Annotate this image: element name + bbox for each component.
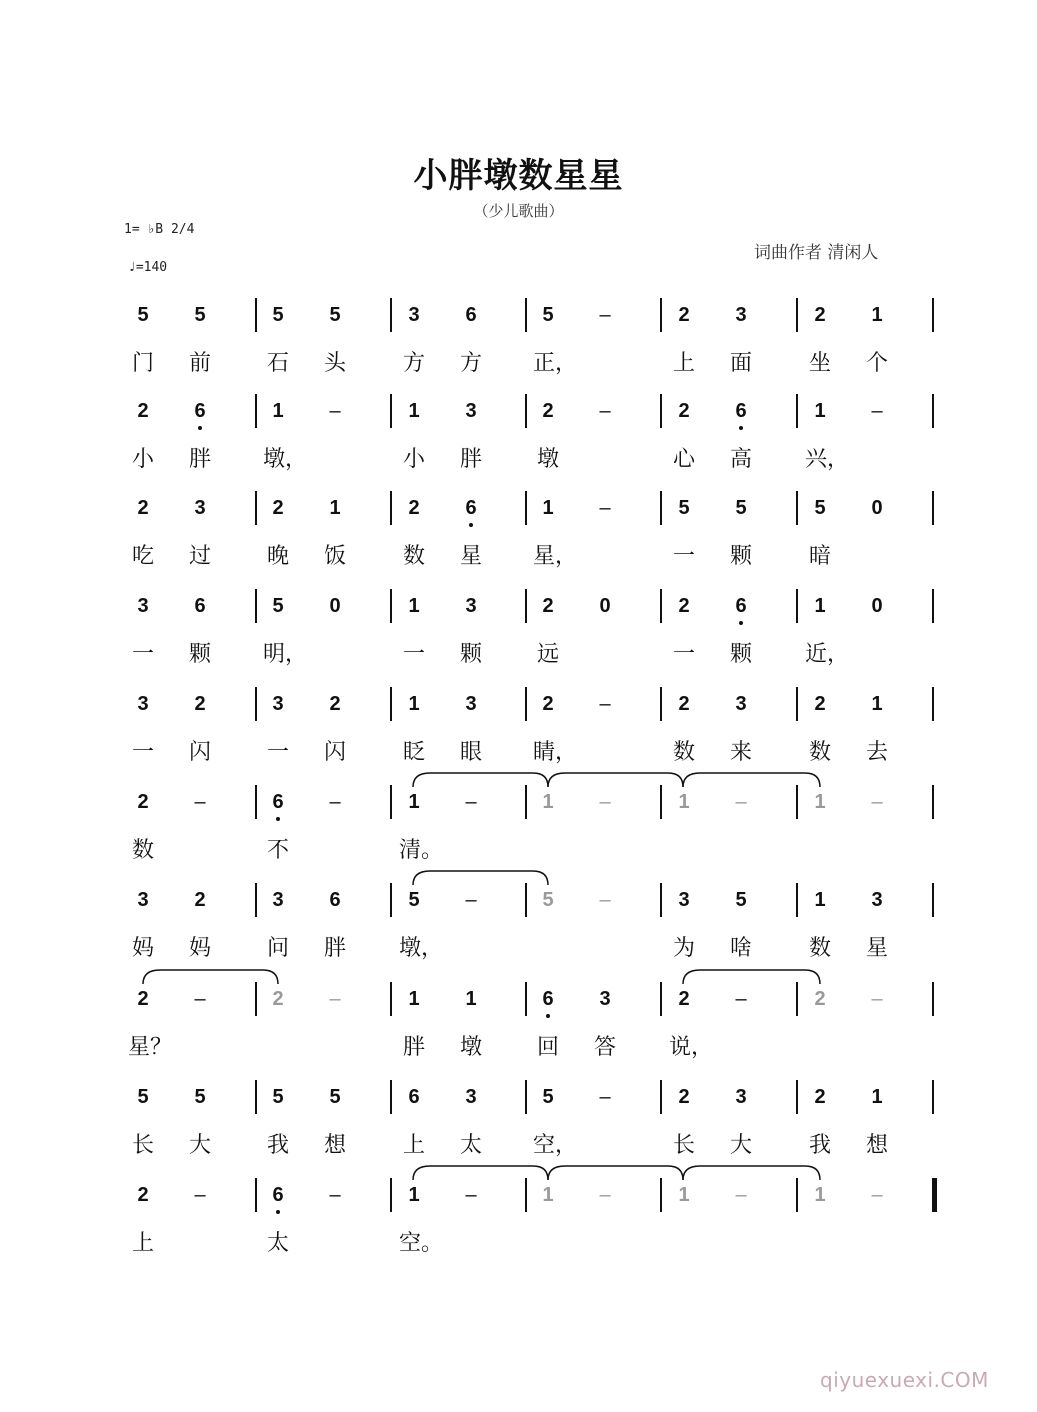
lyric: 星 [459, 544, 482, 569]
note-dash: – [194, 1184, 206, 1206]
author-credit: 词曲作者 清闲人 [754, 243, 879, 263]
note: 1 [408, 693, 420, 715]
note: 6 [408, 1086, 420, 1108]
lyric: 闪 [323, 740, 346, 765]
lyric: 胖 [188, 447, 211, 472]
note: 2 [408, 497, 420, 519]
note: 0 [871, 595, 883, 617]
note-dash: – [735, 791, 747, 813]
lyric: 长 [131, 1133, 154, 1158]
lyric: 一 [672, 544, 695, 569]
note: 3 [465, 693, 477, 715]
lower-octave-dot [276, 817, 280, 821]
note: 1 [814, 889, 826, 911]
note: 3 [735, 1086, 747, 1108]
barline [390, 785, 392, 819]
note: 6 [185, 400, 215, 423]
lyric: 墩 [459, 1035, 482, 1060]
lyric: 去 [865, 740, 888, 765]
lyric: 长 [672, 1133, 695, 1158]
note: 1 [814, 595, 826, 617]
note: 2 [542, 400, 554, 422]
lyric: 门 [131, 351, 154, 376]
lyric: 数 [808, 936, 831, 961]
note: 1 [542, 497, 554, 519]
note: 2 [137, 791, 149, 813]
note: 3 [735, 693, 747, 715]
barline [390, 589, 392, 623]
note-dash: – [871, 988, 883, 1010]
note: 3 [599, 988, 611, 1010]
barline [796, 982, 798, 1016]
note: 2 [329, 693, 341, 715]
note-dash: – [599, 791, 611, 813]
note: 6 [263, 1184, 293, 1207]
note: 2 [814, 988, 826, 1010]
note: 3 [871, 889, 883, 911]
note: 1 [871, 1086, 883, 1108]
barline [525, 589, 527, 623]
barline [932, 687, 934, 721]
site-watermark: qiyuexuexi.COM [820, 1368, 989, 1392]
note: 1 [678, 791, 690, 813]
lyric: 大 [729, 1133, 752, 1158]
lyric: 一 [402, 642, 425, 667]
note: 1 [542, 791, 554, 813]
lower-octave-dot [276, 1210, 280, 1214]
barline [390, 687, 392, 721]
note: 2 [272, 497, 284, 519]
note: 5 [194, 1086, 206, 1108]
note-dash: – [194, 791, 206, 813]
lyric: 小 [402, 447, 425, 472]
note-dash: – [329, 988, 341, 1010]
lyric: 一 [266, 740, 289, 765]
barline [796, 298, 798, 332]
lower-octave-dot [739, 621, 743, 625]
lower-octave-dot [739, 426, 743, 430]
note: 6 [726, 400, 756, 423]
lyric: 睛， [533, 740, 578, 765]
lyric: 明， [263, 642, 308, 667]
barline [796, 491, 798, 525]
lower-octave-dot [546, 1014, 550, 1018]
barline [390, 1080, 392, 1114]
note-dash: – [599, 1184, 611, 1206]
note: 3 [137, 693, 149, 715]
barline [660, 589, 662, 623]
note: 2 [137, 1184, 149, 1206]
note: 1 [408, 791, 420, 813]
lyric: 面 [729, 351, 752, 376]
lyric: 来 [729, 740, 752, 765]
lyric: 颗 [729, 544, 752, 569]
note-dash: – [599, 400, 611, 422]
barline [660, 883, 662, 917]
note: 3 [465, 595, 477, 617]
note-dash: – [329, 791, 341, 813]
lyric: 大 [188, 1133, 211, 1158]
lyric: 头 [323, 351, 346, 376]
lyric: 暗 [808, 544, 831, 569]
barline [525, 1178, 527, 1212]
note: 5 [272, 304, 284, 326]
note: 2 [137, 497, 149, 519]
note: 5 [542, 1086, 554, 1108]
lyric: 颗 [188, 642, 211, 667]
lyric: 远 [536, 642, 559, 667]
note: 1 [408, 1184, 420, 1206]
barline [932, 589, 934, 623]
tie [683, 773, 820, 787]
note: 6 [533, 988, 563, 1011]
note-dash: – [599, 693, 611, 715]
barline [390, 298, 392, 332]
barline [390, 883, 392, 917]
lyric: 正， [533, 351, 578, 376]
note: 2 [678, 304, 690, 326]
lyric: 妈 [131, 936, 154, 961]
note: 2 [678, 595, 690, 617]
lyric: 星？ [128, 1035, 173, 1060]
barline [525, 491, 527, 525]
note: 3 [272, 889, 284, 911]
lyric: 想 [323, 1133, 346, 1158]
note: 3 [678, 889, 690, 911]
note: 5 [678, 497, 690, 519]
lyric: 墩， [263, 447, 308, 472]
lyric: 星 [865, 936, 888, 961]
lyric: 说， [669, 1035, 714, 1060]
note: 3 [465, 1086, 477, 1108]
lyric: 空。 [399, 1231, 444, 1256]
note: 1 [871, 304, 883, 326]
tie [548, 773, 683, 787]
barline [932, 491, 934, 525]
note: 1 [408, 988, 420, 1010]
lyric: 太 [266, 1231, 289, 1256]
lyric: 想 [865, 1133, 888, 1158]
note-dash: – [599, 497, 611, 519]
note: 2 [194, 693, 206, 715]
note: 1 [814, 791, 826, 813]
lyric: 小 [131, 447, 154, 472]
lyric: 数 [402, 544, 425, 569]
lyric: 星， [533, 544, 578, 569]
lyric: 上 [131, 1231, 154, 1256]
barline [525, 982, 527, 1016]
note: 5 [542, 889, 554, 911]
lyric: 晚 [266, 544, 289, 569]
barline [255, 1080, 257, 1114]
lyric: 啥 [729, 936, 752, 961]
lyric: 近， [805, 642, 850, 667]
barline [796, 785, 798, 819]
tie [548, 1166, 683, 1180]
note-dash: – [599, 304, 611, 326]
lyric: 数 [808, 740, 831, 765]
lyric: 一 [131, 642, 154, 667]
barline [796, 589, 798, 623]
lyric: 高 [729, 447, 752, 472]
lyric: 太 [459, 1133, 482, 1158]
note: 5 [272, 1086, 284, 1108]
barline [932, 785, 934, 819]
barline [660, 1178, 662, 1212]
barline [932, 298, 934, 332]
note: 3 [137, 889, 149, 911]
barline [796, 687, 798, 721]
lyric: 闪 [188, 740, 211, 765]
lyric: 墩， [399, 936, 444, 961]
note: 3 [194, 497, 206, 519]
note: 2 [678, 988, 690, 1010]
note-dash: – [465, 791, 477, 813]
lower-octave-dot [469, 523, 473, 527]
lyric: 胖 [459, 447, 482, 472]
note: 2 [678, 693, 690, 715]
barline [390, 982, 392, 1016]
note: 2 [194, 889, 206, 911]
barline [796, 1178, 798, 1212]
barline [660, 1080, 662, 1114]
note: 5 [735, 889, 747, 911]
note: 1 [329, 497, 341, 519]
lyric: 心 [672, 447, 695, 472]
note: 5 [137, 304, 149, 326]
barline [932, 394, 934, 428]
barline [660, 298, 662, 332]
barline [525, 298, 527, 332]
lyric: 数 [131, 838, 154, 863]
lyric: 吃 [131, 544, 154, 569]
note-dash: – [194, 988, 206, 1010]
barline [660, 982, 662, 1016]
note: 3 [465, 400, 477, 422]
tempo-marking: ♩=140 [128, 260, 168, 275]
lyric: 回 [536, 1035, 559, 1060]
note: 3 [137, 595, 149, 617]
barline [390, 491, 392, 525]
note: 3 [272, 693, 284, 715]
barline [660, 394, 662, 428]
barline [390, 394, 392, 428]
lyric: 一 [131, 740, 154, 765]
lyric: 数 [672, 740, 695, 765]
lyric: 方 [402, 351, 425, 376]
barline [660, 687, 662, 721]
note-dash: – [465, 1184, 477, 1206]
note: 5 [329, 304, 341, 326]
barline [255, 1178, 257, 1212]
lyric: 个 [865, 351, 888, 376]
barline [660, 491, 662, 525]
tie [143, 970, 278, 984]
barline [660, 785, 662, 819]
note: 1 [542, 1184, 554, 1206]
note: 5 [542, 304, 554, 326]
note: 1 [408, 400, 420, 422]
lyric: 不 [266, 838, 289, 863]
lyric: 上 [402, 1133, 425, 1158]
note: 2 [814, 693, 826, 715]
lyric: 方 [459, 351, 482, 376]
note: 2 [678, 1086, 690, 1108]
barline [525, 687, 527, 721]
note: 3 [735, 304, 747, 326]
lyric: 为 [672, 936, 695, 961]
final-barline [932, 1178, 937, 1212]
lyric: 坐 [808, 351, 831, 376]
lower-octave-dot [198, 426, 202, 430]
barline [255, 491, 257, 525]
lyric: 空， [533, 1133, 578, 1158]
note: 5 [329, 1086, 341, 1108]
note: 6 [465, 304, 477, 326]
barline [255, 298, 257, 332]
barline [932, 883, 934, 917]
note: 2 [137, 400, 149, 422]
note: 5 [272, 595, 284, 617]
note: 5 [408, 889, 420, 911]
note-dash: – [871, 791, 883, 813]
note-dash: – [735, 988, 747, 1010]
note: 1 [814, 400, 826, 422]
note: 6 [263, 791, 293, 814]
lyric: 我 [808, 1133, 831, 1158]
note-dash: – [329, 1184, 341, 1206]
note: 6 [329, 889, 341, 911]
note-dash: – [465, 889, 477, 911]
barline [525, 394, 527, 428]
barline [796, 883, 798, 917]
barline [525, 785, 527, 819]
tie [413, 773, 548, 787]
note-dash: – [735, 1184, 747, 1206]
barline [796, 1080, 798, 1114]
barline [525, 1080, 527, 1114]
lyric: 胖 [323, 936, 346, 961]
barline [255, 394, 257, 428]
note: 5 [137, 1086, 149, 1108]
lyric: 眨 [402, 740, 425, 765]
note: 0 [599, 595, 611, 617]
lyric: 胖 [402, 1035, 425, 1060]
lyric: 眼 [459, 740, 482, 765]
note: 1 [871, 693, 883, 715]
tie [413, 871, 548, 885]
barline [796, 394, 798, 428]
lyric: 上 [672, 351, 695, 376]
lyric: 过 [188, 544, 211, 569]
lyric: 石 [266, 351, 289, 376]
barline [932, 982, 934, 1016]
key-signature: 1= ♭B 2/4 [124, 222, 195, 237]
tie [413, 1166, 548, 1180]
note: 5 [814, 497, 826, 519]
lyric: 饭 [323, 544, 346, 569]
barline [932, 1080, 934, 1114]
note-dash: – [599, 889, 611, 911]
barline [525, 883, 527, 917]
note: 1 [678, 1184, 690, 1206]
note: 2 [542, 595, 554, 617]
note: 2 [678, 400, 690, 422]
note: 1 [408, 595, 420, 617]
lyric: 妈 [188, 936, 211, 961]
barline [255, 982, 257, 1016]
lyric: 答 [593, 1035, 616, 1060]
note: 2 [814, 304, 826, 326]
note: 1 [272, 400, 284, 422]
lyric: 清。 [399, 838, 444, 863]
lyric: 一 [672, 642, 695, 667]
note: 5 [194, 304, 206, 326]
note: 2 [542, 693, 554, 715]
note: 6 [726, 595, 756, 618]
tie [683, 970, 820, 984]
note: 5 [735, 497, 747, 519]
barline [255, 589, 257, 623]
song-title: 小胖墩数星星 [413, 156, 624, 196]
barline [255, 687, 257, 721]
barline [255, 883, 257, 917]
note-dash: – [871, 400, 883, 422]
lyric: 兴， [805, 447, 850, 472]
note: 3 [408, 304, 420, 326]
note: 0 [871, 497, 883, 519]
lyric: 前 [188, 351, 211, 376]
note: 6 [456, 497, 486, 520]
lyric: 问 [266, 936, 289, 961]
note-dash: – [599, 1086, 611, 1108]
barline [390, 1178, 392, 1212]
barline [255, 785, 257, 819]
tie [683, 1166, 820, 1180]
note: 1 [814, 1184, 826, 1206]
lyric: 颗 [729, 642, 752, 667]
lyric: 我 [266, 1133, 289, 1158]
note: 2 [814, 1086, 826, 1108]
note: 6 [194, 595, 206, 617]
note: 2 [137, 988, 149, 1010]
lyric: 墩 [536, 447, 559, 472]
song-subtitle: （少儿歌曲） [473, 202, 564, 220]
note-dash: – [329, 400, 341, 422]
lyric: 颗 [459, 642, 482, 667]
note-dash: – [871, 1184, 883, 1206]
note: 2 [272, 988, 284, 1010]
note: 0 [329, 595, 341, 617]
note: 1 [465, 988, 477, 1010]
